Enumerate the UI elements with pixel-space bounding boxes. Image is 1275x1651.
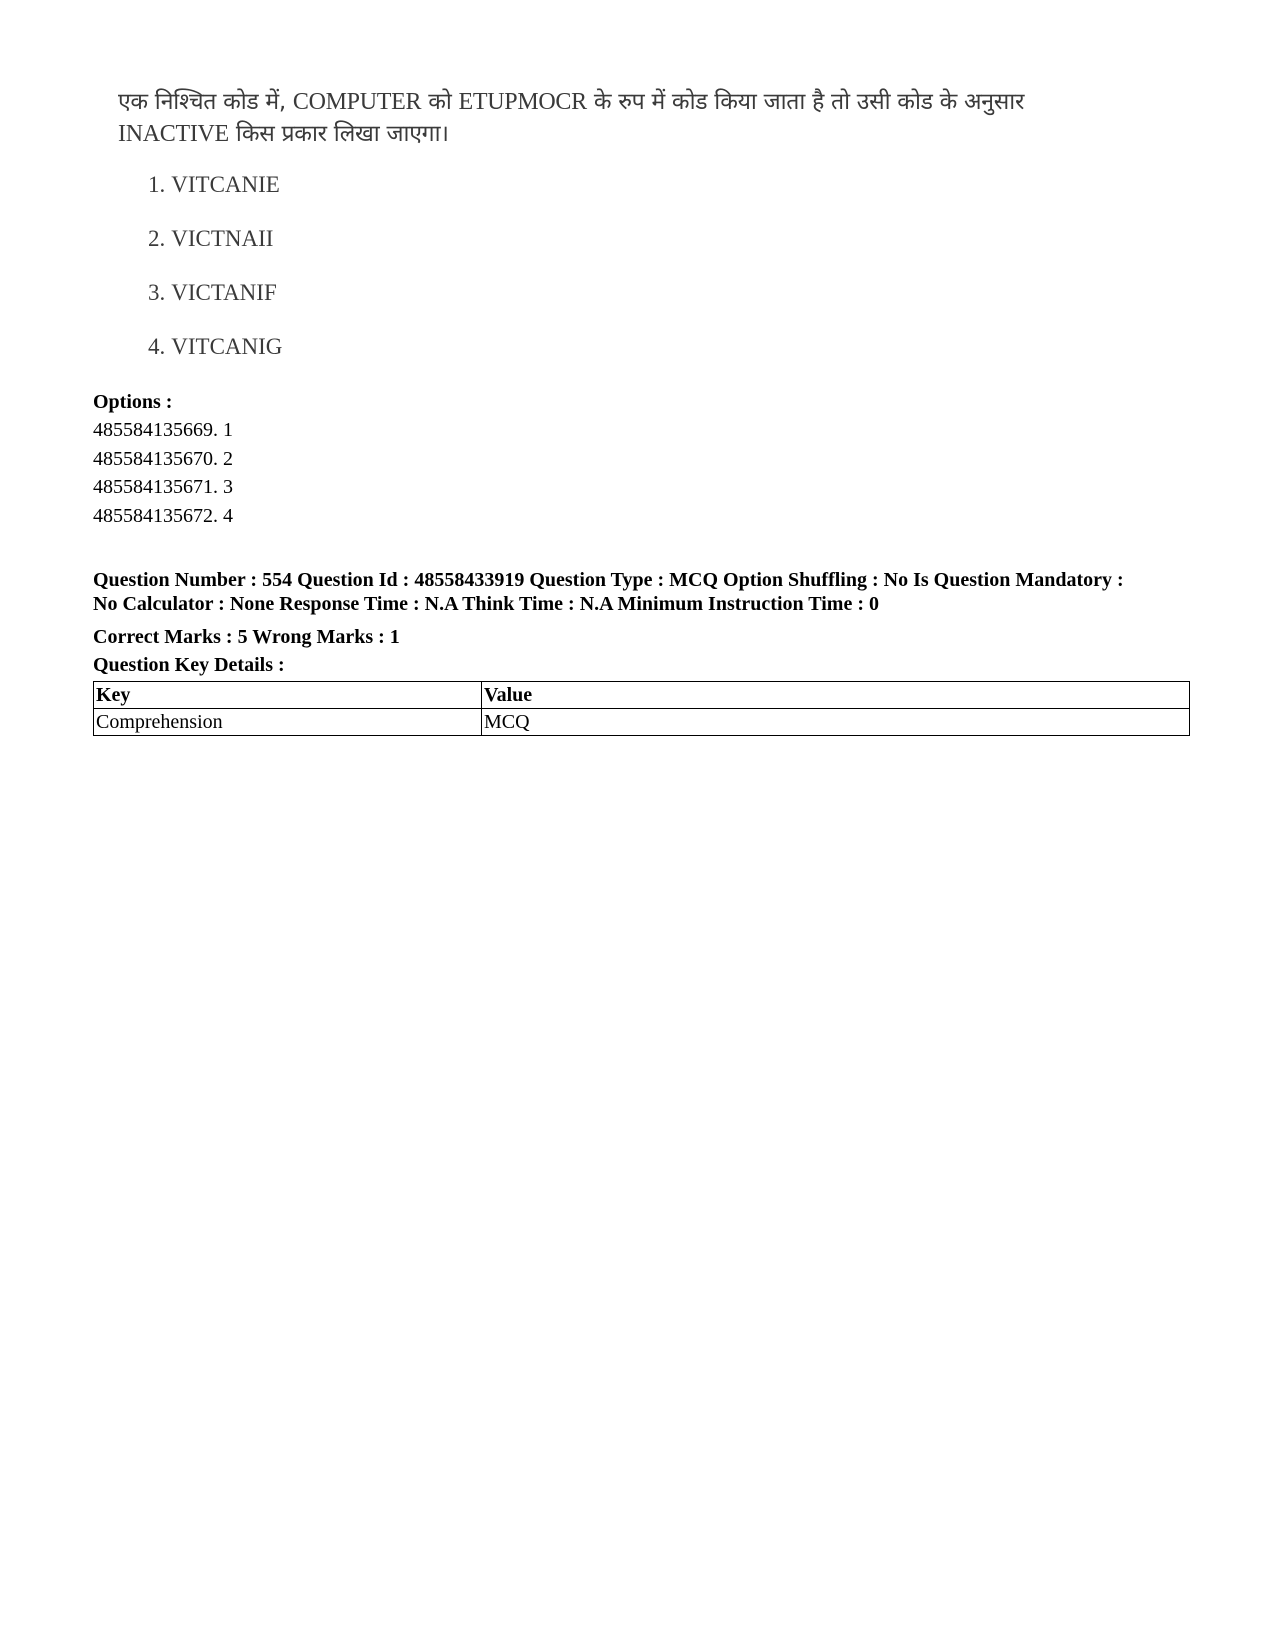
question-word-inactive: INACTIVE <box>118 121 229 147</box>
choice-text: VICTANIF <box>171 280 277 305</box>
choice-text: VICTNAII <box>171 226 274 251</box>
key-details-heading: Question Key Details : <box>93 654 285 676</box>
question-image <box>118 86 1078 386</box>
choice-text: VITCANIE <box>171 172 280 197</box>
option-id-item: 485584135669. 1 <box>93 419 233 441</box>
table-header-key: Key <box>94 682 482 709</box>
table-row <box>94 709 1190 736</box>
options-block <box>93 388 233 530</box>
question-word-computer: COMPUTER <box>292 89 422 115</box>
choice-item <box>148 278 1078 332</box>
question-word-encoded: ETUPMOCR <box>458 89 587 115</box>
option-id-item: 485584135670. 2 <box>93 447 233 470</box>
question-meta-line-1: Question Number : 554 Question Id : 48558433919 Question Type : MCQ Option Shuffling : No Is Question Mandatory : <box>93 569 1124 591</box>
choice-number: 4. <box>148 334 166 359</box>
option-id-item: 485584135672. 4 <box>93 504 233 527</box>
table-cell-value: MCQ <box>482 709 1190 736</box>
marks-line: Correct Marks : 5 Wrong Marks : 1 <box>93 626 400 648</box>
choice-item <box>148 332 1078 386</box>
choice-item <box>148 170 1078 224</box>
question-hindi-a: एक निश्चित कोड में, <box>118 89 293 115</box>
question-hindi-b: को <box>421 89 459 115</box>
question-text-line-2 <box>118 118 1078 150</box>
table-cell-key: Comprehension <box>94 709 482 736</box>
table-header-row <box>94 682 1190 709</box>
options-heading: Options : <box>93 391 173 413</box>
question-hindi-d: किस प्रकार लिखा जाएगा। <box>228 121 449 147</box>
key-details-table <box>93 681 1190 736</box>
question-hindi-c: के रुप में कोड किया जाता है तो उसी कोड के अनुसार <box>586 89 1025 115</box>
choice-list <box>118 170 1078 386</box>
question-meta <box>93 568 1203 616</box>
option-id-item: 485584135671. 3 <box>93 476 233 498</box>
question-text-line-1 <box>118 86 1078 118</box>
choice-text: VITCANIG <box>171 334 283 359</box>
choice-number: 3. <box>148 280 166 305</box>
question-meta-line-2: No Calculator : None Response Time : N.A Think Time : N.A Minimum Instruction Time : 0 <box>93 593 879 615</box>
choice-number: 2. <box>148 226 166 251</box>
table-header-value: Value <box>482 682 1190 709</box>
choice-item <box>148 224 1078 278</box>
choice-number: 1. <box>148 172 166 197</box>
